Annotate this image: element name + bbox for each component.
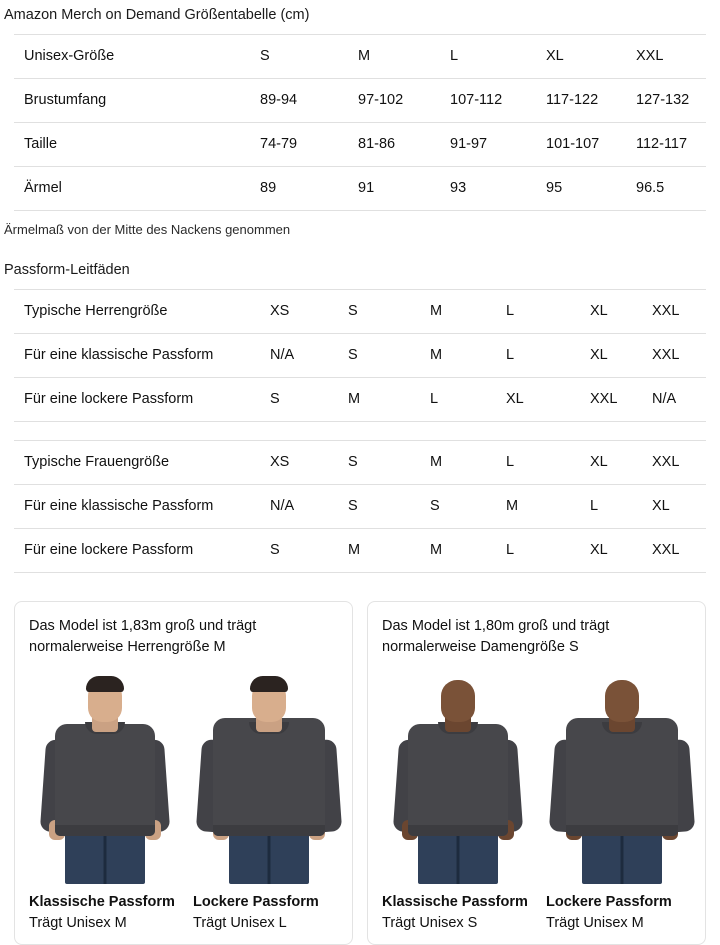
mens-fit-table — [14, 289, 706, 422]
page-title: Amazon Merch on Demand Größentabelle (cm) — [4, 7, 310, 23]
figure-classic-fit — [382, 666, 534, 934]
cell: L — [582, 485, 644, 529]
cell: L — [422, 378, 498, 422]
cell: 91 — [350, 167, 442, 211]
fit-size: Trägt Unisex M — [29, 915, 127, 931]
row-label: Typische Frauengröße — [14, 441, 262, 485]
cell: M — [422, 290, 498, 334]
female-loose-fit-photo — [546, 666, 698, 884]
table-row — [14, 79, 706, 123]
sleeve-measurement-note: Ärmelmaß von der Mitte des Nackens genommen — [4, 222, 291, 237]
cell: N/A — [262, 334, 340, 378]
cell: M — [422, 441, 498, 485]
cell: M — [350, 35, 442, 79]
cell: 96.5 — [628, 167, 706, 211]
cell: 81-86 — [350, 123, 442, 167]
table-row — [14, 441, 706, 485]
table-spacer — [0, 422, 720, 440]
cell: 74-79 — [252, 123, 350, 167]
cell: M — [340, 378, 422, 422]
sweatshirt-shape — [55, 724, 155, 836]
cell: XL — [582, 290, 644, 334]
table-row — [14, 334, 706, 378]
cell: M — [498, 485, 582, 529]
cell: XXL — [644, 334, 706, 378]
cell: XS — [262, 290, 340, 334]
table-row — [14, 35, 706, 79]
sweatshirt-shape — [408, 724, 508, 836]
cell: S — [340, 441, 422, 485]
cell: XXL — [644, 529, 706, 573]
cell: M — [340, 529, 422, 573]
table-row — [14, 378, 706, 422]
figure-row — [29, 666, 338, 934]
cell: L — [498, 334, 582, 378]
cell: S — [262, 529, 340, 573]
hair-shape — [250, 676, 288, 692]
table-row — [14, 485, 706, 529]
sweatshirt-shape — [566, 718, 678, 836]
fit-name: Lockere Passform — [546, 894, 672, 910]
row-label: Für eine klassische Passform — [14, 334, 262, 378]
figure-loose-fit — [546, 666, 698, 934]
figure-loose-fit — [193, 666, 345, 934]
card-caption: Das Model ist 1,80m groß und trägt normalerweise Damengröße S — [382, 618, 610, 655]
card-caption: Das Model ist 1,83m groß und trägt normalerweise Herrengröße M — [29, 618, 257, 655]
male-classic-fit-photo — [29, 666, 181, 884]
cell: S — [252, 35, 350, 79]
cell: 97-102 — [350, 79, 442, 123]
waistband-shape — [55, 825, 155, 836]
cell: XXL — [644, 441, 706, 485]
row-label: Für eine lockere Passform — [14, 529, 262, 573]
cell: 95 — [538, 167, 628, 211]
cell: XXL — [582, 378, 644, 422]
cell: XS — [262, 441, 340, 485]
cell: XL — [498, 378, 582, 422]
waistband-shape — [566, 825, 678, 836]
head-shape — [441, 680, 475, 722]
cell: XL — [582, 334, 644, 378]
male-loose-fit-photo — [193, 666, 345, 884]
table-row — [14, 529, 706, 573]
cell: M — [422, 529, 498, 573]
figure-classic-fit — [29, 666, 181, 934]
cell: L — [498, 290, 582, 334]
female-model-card — [367, 601, 706, 945]
row-label: Ärmel — [14, 167, 252, 211]
cell: N/A — [262, 485, 340, 529]
cell: 93 — [442, 167, 538, 211]
model-cards — [14, 601, 706, 945]
row-label: Unisex-Größe — [14, 35, 252, 79]
cell: S — [340, 485, 422, 529]
waistband-shape — [213, 825, 325, 836]
row-label: Brustumfang — [14, 79, 252, 123]
fit-size: Trägt Unisex S — [382, 915, 478, 931]
cell: N/A — [644, 378, 706, 422]
row-label: Für eine lockere Passform — [14, 378, 262, 422]
hair-shape — [86, 676, 124, 692]
womens-fit-table — [14, 440, 706, 573]
cell: 89-94 — [252, 79, 350, 123]
cell: L — [498, 529, 582, 573]
cell: XL — [538, 35, 628, 79]
cell: 127-132 — [628, 79, 706, 123]
cell: S — [340, 334, 422, 378]
fit-size: Trägt Unisex M — [546, 915, 644, 931]
fit-guides-label: Passform-Leitfäden — [4, 262, 130, 278]
cell: S — [340, 290, 422, 334]
cell: 101-107 — [538, 123, 628, 167]
cell: 117-122 — [538, 79, 628, 123]
cell: 89 — [252, 167, 350, 211]
row-label: Typische Herrengröße — [14, 290, 262, 334]
row-label: Für eine klassische Passform — [14, 485, 262, 529]
fit-name: Klassische Passform — [382, 894, 528, 910]
cell: XL — [582, 529, 644, 573]
cell: L — [442, 35, 538, 79]
cell: S — [422, 485, 498, 529]
measurements-table — [14, 34, 706, 211]
head-shape — [605, 680, 639, 722]
female-classic-fit-photo — [382, 666, 534, 884]
row-label: Taille — [14, 123, 252, 167]
table-row — [14, 290, 706, 334]
cell: 112-117 — [628, 123, 706, 167]
cell: XXL — [644, 290, 706, 334]
waistband-shape — [408, 825, 508, 836]
cell: XL — [582, 441, 644, 485]
cell: 91-97 — [442, 123, 538, 167]
fit-name: Klassische Passform — [29, 894, 175, 910]
cell: XL — [644, 485, 706, 529]
fit-name: Lockere Passform — [193, 894, 319, 910]
male-model-card — [14, 601, 353, 945]
cell: L — [498, 441, 582, 485]
cell: 107-112 — [442, 79, 538, 123]
table-row — [14, 167, 706, 211]
cell: M — [422, 334, 498, 378]
figure-row — [382, 666, 691, 934]
cell: XXL — [628, 35, 706, 79]
fit-size: Trägt Unisex L — [193, 915, 287, 931]
table-row — [14, 123, 706, 167]
sweatshirt-shape — [213, 718, 325, 836]
cell: S — [262, 378, 340, 422]
